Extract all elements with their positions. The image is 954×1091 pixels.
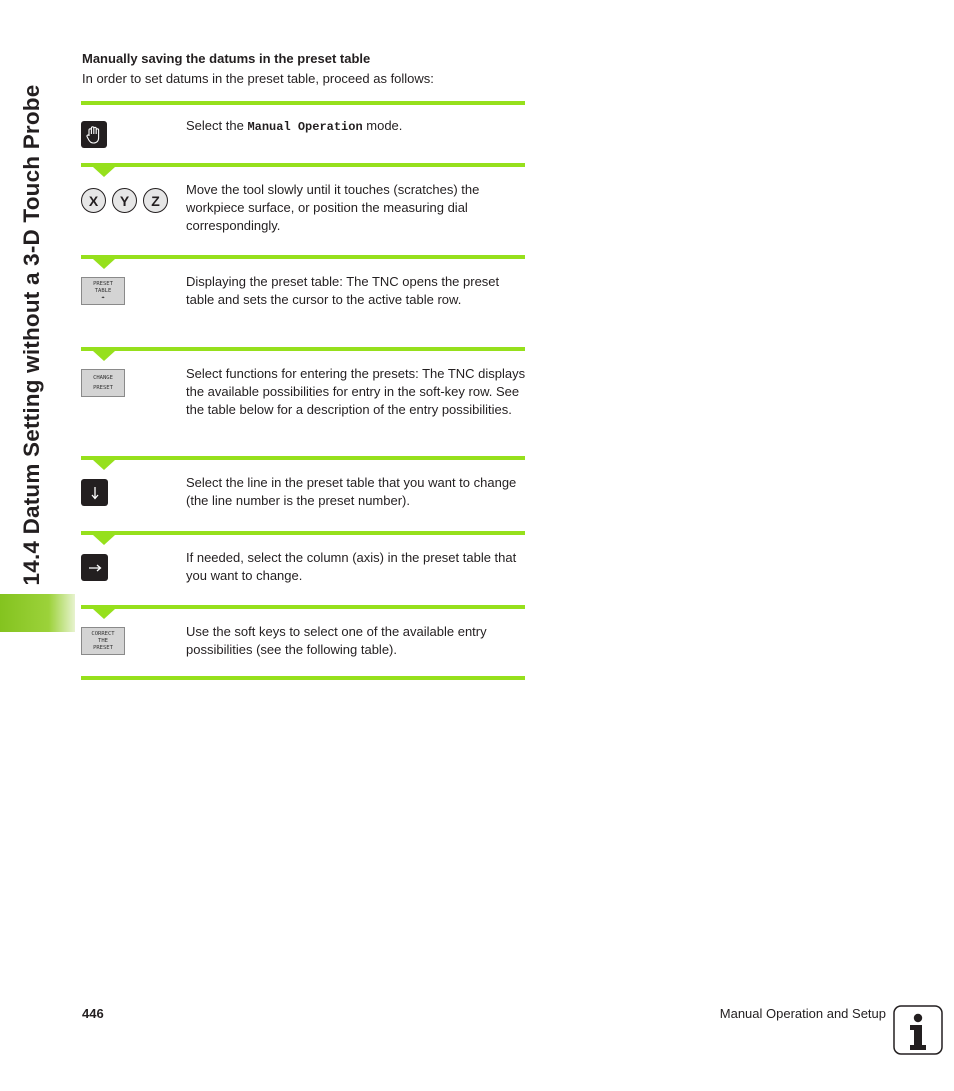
axis-z-key-icon: Z bbox=[143, 188, 168, 213]
manual-operation-mode-name: Manual Operation bbox=[247, 120, 363, 134]
section-intro: In order to set datums in the preset table, proceed as follows: bbox=[82, 71, 434, 86]
step-arrow-icon bbox=[93, 460, 115, 470]
step-2-text: Move the tool slowly until it touches (scratches) the workpiece surface, or position the measuring dial correspondingly. bbox=[186, 182, 480, 233]
step-6-text: If needed, select the column (axis) in the preset table that you want to change. bbox=[186, 550, 517, 583]
softkey-line: CHANGE bbox=[93, 374, 113, 381]
step-2 bbox=[81, 163, 525, 259]
change-preset-softkey-icon bbox=[81, 369, 125, 397]
page-number: 446 bbox=[82, 1006, 104, 1021]
softkey-line: THE bbox=[98, 637, 108, 644]
step-arrow-icon bbox=[93, 609, 115, 619]
step-7 bbox=[81, 605, 525, 680]
softkey-line: TABLE bbox=[94, 287, 112, 294]
arrow-right-key-icon bbox=[81, 554, 108, 581]
step-3-text: Displaying the preset table: The TNC opens the preset table and sets the cursor to the active table row. bbox=[186, 274, 500, 307]
step-7-text: Use the soft keys to select one of the available entry possibilities (see the following table). bbox=[186, 624, 487, 657]
step-1-text bbox=[186, 117, 526, 136]
step-arrow-icon bbox=[93, 535, 115, 545]
softkey-line: PRESET bbox=[93, 280, 113, 287]
arrow-down-key-icon bbox=[81, 479, 108, 506]
softkey-line: CORRECT bbox=[91, 630, 115, 637]
info-icon bbox=[893, 1005, 943, 1055]
step-4-text: Select functions for entering the presets: The TNC displays the available possibilities for entry in the soft-key row. See the table below for a description of the entry possibilities. bbox=[186, 366, 526, 417]
step-arrow-icon bbox=[93, 351, 115, 361]
preset-table-softkey-icon bbox=[81, 277, 125, 305]
step-1-text-before: Select the bbox=[186, 118, 248, 133]
chapter-title-text: 14.4 Datum Setting without a 3-D Touch Probe bbox=[19, 84, 44, 586]
manual-operation-hand-icon bbox=[81, 121, 107, 148]
step-arrow-icon bbox=[93, 259, 115, 269]
softkey-line: PRESET bbox=[93, 644, 113, 651]
chapter-tab-marker bbox=[0, 594, 75, 632]
procedure-end-rule bbox=[81, 676, 525, 680]
step-5 bbox=[81, 456, 525, 535]
step-6 bbox=[81, 531, 525, 609]
step-5-text: Select the line in the preset table that you want to change (the line number is the preset number). bbox=[186, 475, 517, 508]
softkey-line: PRESET bbox=[93, 384, 113, 391]
step-arrow-icon bbox=[93, 167, 115, 177]
axis-keys-icon bbox=[81, 188, 168, 213]
axis-x-key-icon: X bbox=[81, 188, 106, 213]
section-heading: Manually saving the datums in the preset table bbox=[82, 51, 371, 66]
step-1 bbox=[81, 101, 525, 167]
step-3 bbox=[81, 255, 525, 351]
axis-y-key-icon: Y bbox=[112, 188, 137, 213]
correct-the-preset-softkey-icon bbox=[81, 627, 125, 655]
chapter-side-title bbox=[12, 50, 52, 620]
footer-chapter-title: Manual Operation and Setup bbox=[719, 1006, 886, 1021]
softkey-symbol: ⌖ bbox=[101, 294, 105, 301]
step-1-text-after: mode. bbox=[362, 118, 403, 133]
step-4 bbox=[81, 347, 525, 460]
